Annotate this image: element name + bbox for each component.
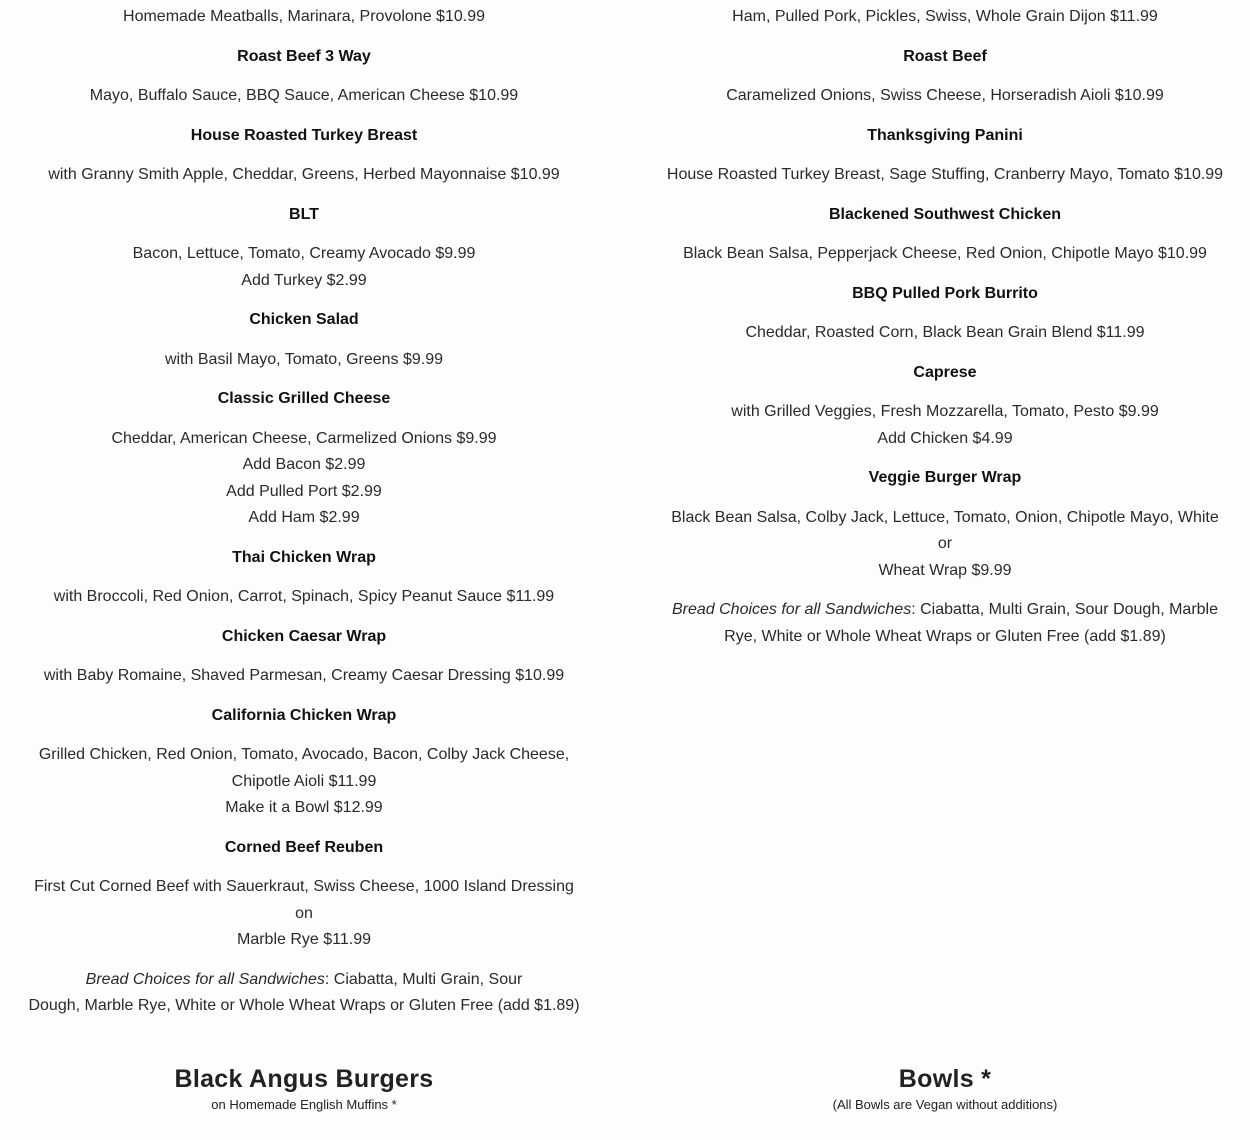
- bbq-burrito-title: BBQ Pulled Pork Burrito: [852, 284, 1038, 302]
- grilled-cheese-addon-bacon: Add Bacon $2.99: [242, 456, 366, 473]
- bread-choices-text-1: : Ciabatta, Multi Grain, Sour: [324, 970, 523, 988]
- blt-description: [24, 241, 584, 294]
- bread-choices-line-1: [24, 967, 584, 994]
- caprese-description-text: with Grilled Veggies, Fresh Mozzarella, Tomato, Pesto $9.99: [731, 403, 1159, 420]
- bbq-burrito-description: Cheddar, Roasted Corn, Black Bean Grain Blend $11.99: [745, 324, 1145, 341]
- thai-chicken-wrap-title: Thai Chicken Wrap: [232, 548, 376, 566]
- roast-beef-description: Caramelized Onions, Swiss Cheese, Horseradish Aioli $10.99: [726, 87, 1164, 104]
- chicken-caesar-wrap-title: Chicken Caesar Wrap: [221, 627, 387, 645]
- grilled-cheese-title: Classic Grilled Cheese: [217, 390, 391, 407]
- roast-beef-title: Roast Beef: [903, 47, 987, 65]
- corned-beef-reuben-title: Corned Beef Reuben: [224, 838, 384, 856]
- blt-title: BLT: [289, 205, 319, 223]
- bowls-section-subtitle: (All Bowls are Vegan without additions): [832, 1097, 1058, 1112]
- grilled-cheese-description: [24, 426, 584, 532]
- california-chicken-wrap-title: California Chicken Wrap: [211, 706, 397, 724]
- veggie-burger-wrap-description: [665, 505, 1225, 585]
- thanksgiving-panini-description: House Roasted Turkey Breast, Sage Stuffing, Cranberry Mayo, Tomato $10.99: [666, 166, 1224, 183]
- grilled-cheese-description-text: Cheddar, American Cheese, Carmelized Onions $9.99: [111, 429, 497, 447]
- bread-choices-text-2: Dough, Marble Rye, White or Whole Wheat Wraps or Gluten Free (add $1.89): [28, 997, 580, 1014]
- thai-chicken-wrap-description: with Broccoli, Red Onion, Carrot, Spinach, Spicy Peanut Sauce $11.99: [53, 588, 555, 605]
- blackened-chicken-title: Blackened Southwest Chicken: [828, 205, 1062, 223]
- chicken-salad-title: Chicken Salad: [249, 311, 359, 328]
- reuben-description-line-1: First Cut Corned Beef with Sauerkraut, Swiss Cheese, 1000 Island Dressing on: [34, 878, 574, 922]
- cuban-description: Ham, Pulled Pork, Pickles, Swiss, Whole Grain Dijon $11.99: [732, 8, 1158, 25]
- chicken-caesar-wrap-description: with Baby Romaine, Shaved Parmesan, Creamy Caesar Dressing $10.99: [43, 667, 565, 684]
- blt-description-text: Bacon, Lettuce, Tomato, Creamy Avocado $9.99: [132, 245, 476, 262]
- grilled-cheese-addon-pork: Add Pulled Port $2.99: [226, 482, 382, 500]
- chicken-salad-description: with Basil Mayo, Tomato, Greens $9.99: [164, 350, 444, 368]
- bread-choices-label: Bread Choices for all Sandwiches: [85, 970, 325, 988]
- roast-beef-3-way-title: Roast Beef 3 Way: [237, 47, 371, 65]
- right-menu-column: [665, 4, 1225, 663]
- blackened-chicken-description: Black Bean Salsa, Pepperjack Cheese, Red Onion, Chipotle Mayo $10.99: [683, 245, 1207, 262]
- caprese-description: [665, 399, 1225, 452]
- bread-choices-note: [24, 967, 584, 1020]
- veggie-burger-wrap-title: Veggie Burger Wrap: [868, 469, 1022, 486]
- bread-choices-right-text-1: : Ciabatta, Multi Grain, Sour Dough, Marble: [911, 601, 1219, 618]
- bowls-section-header: [665, 1064, 1225, 1113]
- california-description-line-1: Grilled Chicken, Red Onion, Tomato, Avocado, Bacon, Colby Jack Cheese,: [38, 746, 570, 763]
- turkey-breast-description: with Granny Smith Apple, Cheddar, Greens, Herbed Mayonnaise $10.99: [48, 166, 560, 183]
- california-addon-bowl: Make it a Bowl $12.99: [225, 799, 383, 816]
- thanksgiving-panini-title: Thanksgiving Panini: [867, 126, 1023, 144]
- burgers-section-title: Black Angus Burgers: [174, 1065, 434, 1093]
- blt-addon: Add Turkey $2.99: [241, 271, 367, 289]
- left-menu-column: [24, 4, 584, 1033]
- meatballs-description: Homemade Meatballs, Marinara, Provolone $10.99: [123, 8, 485, 25]
- caprese-title: Caprese: [913, 363, 977, 381]
- bread-choices-note-right: [665, 597, 1225, 650]
- caprese-addon-chicken: Add Chicken $4.99: [877, 429, 1013, 447]
- bread-choices-right-text-2: Rye, White or Whole Wheat Wraps or Gluten Free (add $1.89): [724, 627, 1166, 645]
- roast-beef-3-way-description: Mayo, Buffalo Sauce, BBQ Sauce, American Cheese $10.99: [89, 87, 519, 104]
- veggie-description-line-1: Black Bean Salsa, Colby Jack, Lettuce, Tomato, Onion, Chipotle Mayo, White or: [671, 508, 1219, 552]
- grilled-cheese-addon-ham: Add Ham $2.99: [248, 509, 360, 526]
- burgers-section-header: [24, 1064, 584, 1113]
- veggie-description-line-2: Wheat Wrap $9.99: [878, 561, 1012, 579]
- california-chicken-wrap-description: [24, 742, 584, 822]
- bowls-section-title: Bowls *: [898, 1065, 992, 1093]
- burgers-section-subtitle: on Homemade English Muffins *: [211, 1097, 397, 1112]
- turkey-breast-title: House Roasted Turkey Breast: [190, 126, 418, 144]
- bread-choices-label-right: Bread Choices for all Sandwiches: [671, 601, 912, 618]
- bread-choices-right-line-1: [665, 597, 1225, 624]
- corned-beef-reuben-description: [24, 874, 584, 954]
- reuben-description-line-2: Marble Rye $11.99: [237, 931, 371, 948]
- california-description-line-2: Chipotle Aioli $11.99: [231, 772, 377, 790]
